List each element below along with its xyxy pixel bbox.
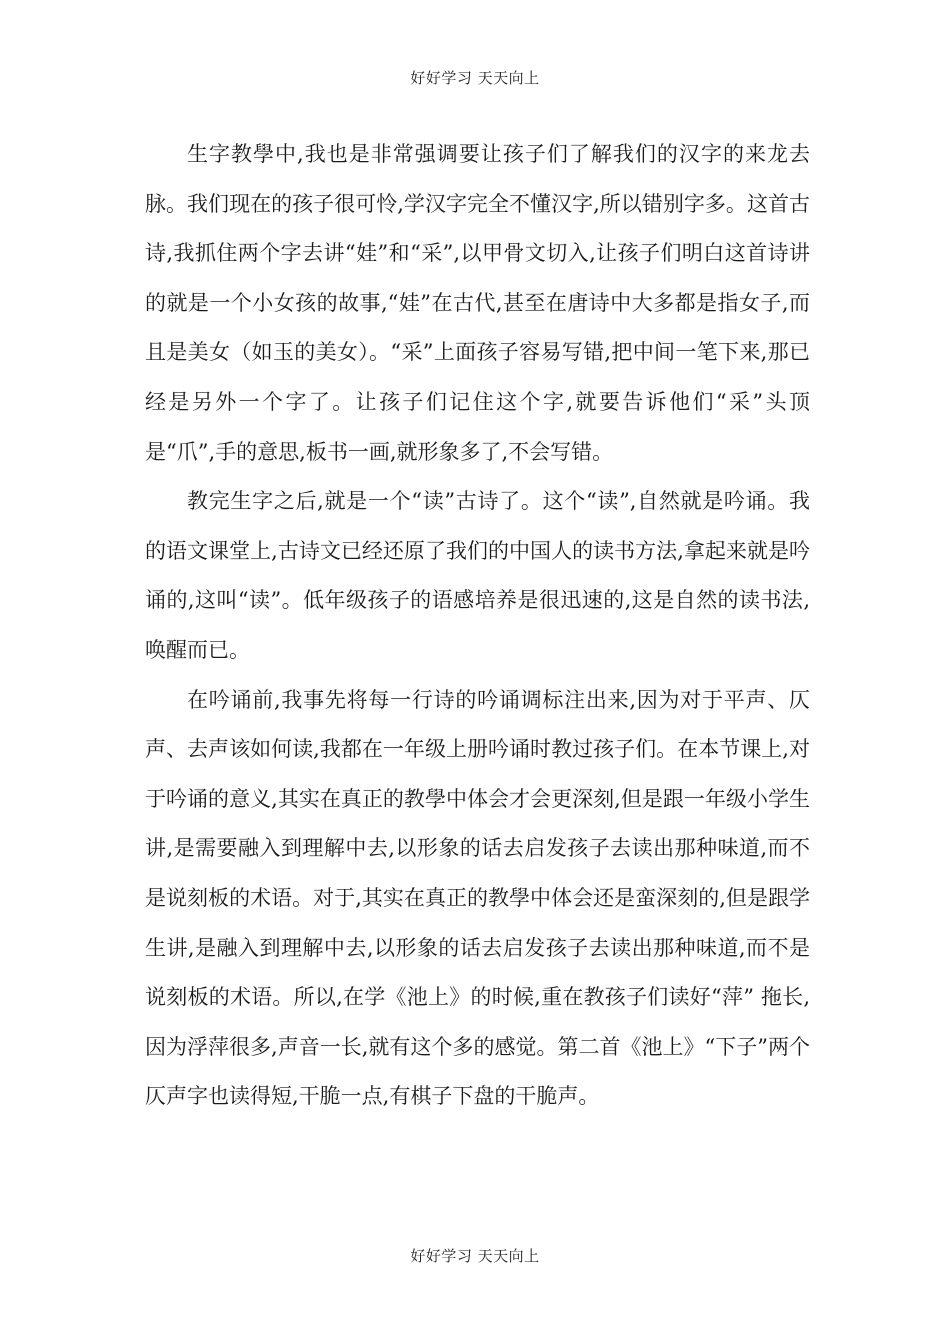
document-body: [145, 130, 810, 1122]
paragraph-chanting: 在吟诵前,我事先将每一行诗的吟诵调标注出来,因为对于平声、仄声、去声该如何读,我都在一年级上册吟诵时教过孩子们。在本节课上,对于吟诵的意义,其实在真正的教學中体会才会更深刻,但是跟一年级小学生讲,是需要融入到理解中去,以形象的话去启发孩子去读出那种味道,而不是说刻板的术语。对于,其实在真正的教學中体会还是蛮深刻的,但是跟学生讲,是融入到理解中去,以形象的话去启发孩子去读出那种味道,而不是说刻板的术语。所以,在学《池上》的时候,重在教孩子们读好“萍” 拖长,因为浮萍很多,声音一长,就有这个多的感觉。第二首《池上》“下子”两个仄声字也读得短,干脆一点,有棋子下盘的干脆声。: [145, 687, 810, 1109]
page-footer: 好好学习 天天向上: [410, 1247, 540, 1265]
page-header: 好好学习 天天向上: [410, 69, 540, 87]
paragraph-character-teaching: 生字教學中,我也是非常强调要让孩子们了解我们的汉字的来龙去脉。我们现在的孩子很可怜,学汉字完全不懂汉字,所以错别字多。这首古诗,我抓住两个字去讲“娃”和“采”,以甲骨文切入,让孩子们明白这首诗讲的就是一个小女孩的故事,“娃”在古代,甚至在唐诗中大多都是指女子,而且是美女（如玉的美女）。“采”上面孩子容易写错,把中间一笔下来,那已经是另外一个字了。让孩子们记住这个字,就要告诉他们“采”头顶是“爪”,手的意思,板书一画,就形象多了,不会写错。: [145, 142, 810, 464]
paragraph-reading-poem: 教完生字之后,就是一个“读”古诗了。这个“读”,自然就是吟诵。我的语文课堂上,古诗文已经还原了我们的中国人的读书方法,拿起来就是吟诵的,这叫“读”。低年级孩子的语感培养是很迅速的,这是自然的读书法,唤醒而已。: [145, 489, 810, 662]
